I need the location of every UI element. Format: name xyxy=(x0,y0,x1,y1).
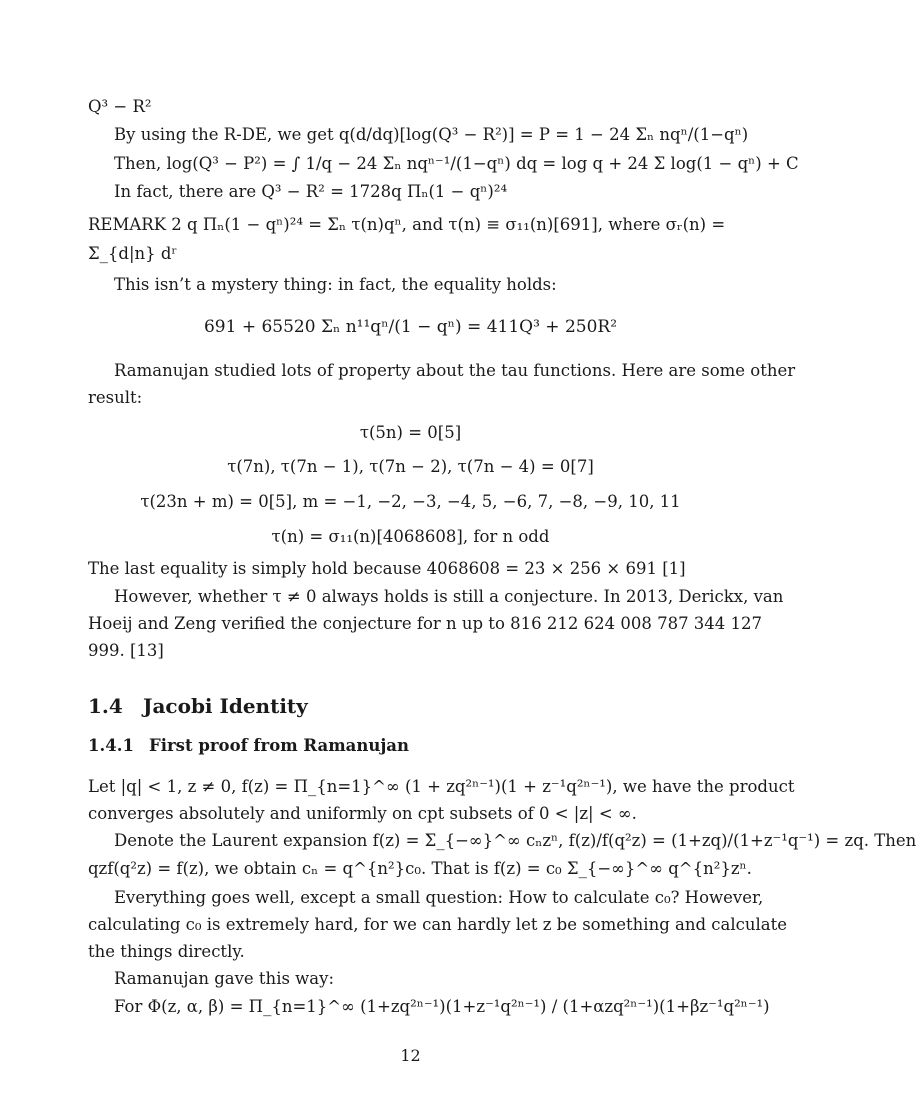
display-equation: τ(n) = σ₁₁(n)[4068608], for n odd xyxy=(271,527,550,546)
remark-line: REMARK 2 q Πₙ(1 − qⁿ)²⁴ = Σₙ τ(n)qⁿ, and τ(n) ≡ σ₁₁(n)[691], where σᵣ(n) = xyxy=(88,215,726,234)
paragraph-line: Everything goes well, except a small question: How to calculate c₀? However, xyxy=(114,888,764,907)
paragraph-line: qzf(q²z) = f(z), we obtain cₙ = q^{n²}c₀. That is f(z) = c₀ Σ_{−∞}^∞ q^{n²}zⁿ. xyxy=(88,859,752,878)
paragraph-line: However, whether τ ≠ 0 always holds is still a conjecture. In 2013, Derickx, van xyxy=(114,587,784,606)
display-equation: τ(5n) = 0[5] xyxy=(359,423,462,442)
paragraph-line: The last equality is simply hold because 4068608 = 23 × 256 × 691 [1] xyxy=(88,559,686,578)
subsection-number: 1.4.1 xyxy=(88,736,134,755)
paragraph-line: the things directly. xyxy=(88,942,245,961)
section-number: 1.4 xyxy=(88,694,123,718)
subsection-heading xyxy=(88,736,409,755)
remark-line: Σ_{d|n} dʳ xyxy=(88,244,178,263)
paragraph-line: Hoeij and Zeng verified the conjecture for n up to 816 212 624 008 787 344 127 xyxy=(88,614,763,633)
section-title: Jacobi Identity xyxy=(143,694,308,718)
formula-line: Q³ − R² xyxy=(88,97,152,116)
paragraph-line: 999. [13] xyxy=(88,641,164,660)
paragraph-line: By using the R-DE, we get q(d/dq)[log(Q³ − R²)] = P = 1 − 24 Σₙ nqⁿ/(1−qⁿ) xyxy=(114,125,749,144)
display-equation: τ(7n), τ(7n − 1), τ(7n − 2), τ(7n − 4) = 0[7] xyxy=(227,457,594,476)
page-number: 12 xyxy=(400,1046,421,1065)
paragraph-line: calculating c₀ is extremely hard, for we can hardly let z be something and calculate xyxy=(88,915,788,934)
paragraph-line: result: xyxy=(88,388,143,407)
paragraph-line: For Φ(z, α, β) = Π_{n=1}^∞ (1+zq²ⁿ⁻¹)(1+z⁻¹q²ⁿ⁻¹) / (1+αzq²ⁿ⁻¹)(1+βz⁻¹q²ⁿ⁻¹) xyxy=(114,997,770,1016)
paragraph-line: Let |q| < 1, z ≠ 0, f(z) = Π_{n=1}^∞ (1 + zq²ⁿ⁻¹)(1 + z⁻¹q²ⁿ⁻¹), we have the product xyxy=(88,777,795,796)
section-heading xyxy=(88,694,308,718)
paragraph-line: converges absolutely and uniformly on cpt subsets of 0 < |z| < ∞. xyxy=(88,804,637,823)
paragraph-line: Ramanujan studied lots of property about the tau functions. Here are some other xyxy=(114,361,796,380)
subsection-title: First proof from Ramanujan xyxy=(149,736,409,755)
paragraph-line: This isn’t a mystery thing: in fact, the equality holds: xyxy=(114,275,557,294)
display-equation: 691 + 65520 Σₙ n¹¹qⁿ/(1 − qⁿ) = 411Q³ + 250R² xyxy=(203,317,618,337)
paragraph-line: Denote the Laurent expansion f(z) = Σ_{−∞}^∞ cₙzⁿ, f(z)/f(q²z) = (1+zq)/(1+z⁻¹q⁻¹) = zq. Then xyxy=(114,831,916,850)
display-equation: τ(23n + m) = 0[5], m = −1, −2, −3, −4, 5, −6, 7, −8, −9, 10, 11 xyxy=(140,492,681,511)
paragraph-line: Ramanujan gave this way: xyxy=(114,969,335,988)
paragraph-line: Then, log(Q³ − P²) = ∫ 1/q − 24 Σₙ nqⁿ⁻¹/(1−qⁿ) dq = log q + 24 Σ log(1 − qⁿ) + C xyxy=(114,154,799,173)
paragraph-line: In fact, there are Q³ − R² = 1728q Πₙ(1 − qⁿ)²⁴ xyxy=(114,182,508,201)
